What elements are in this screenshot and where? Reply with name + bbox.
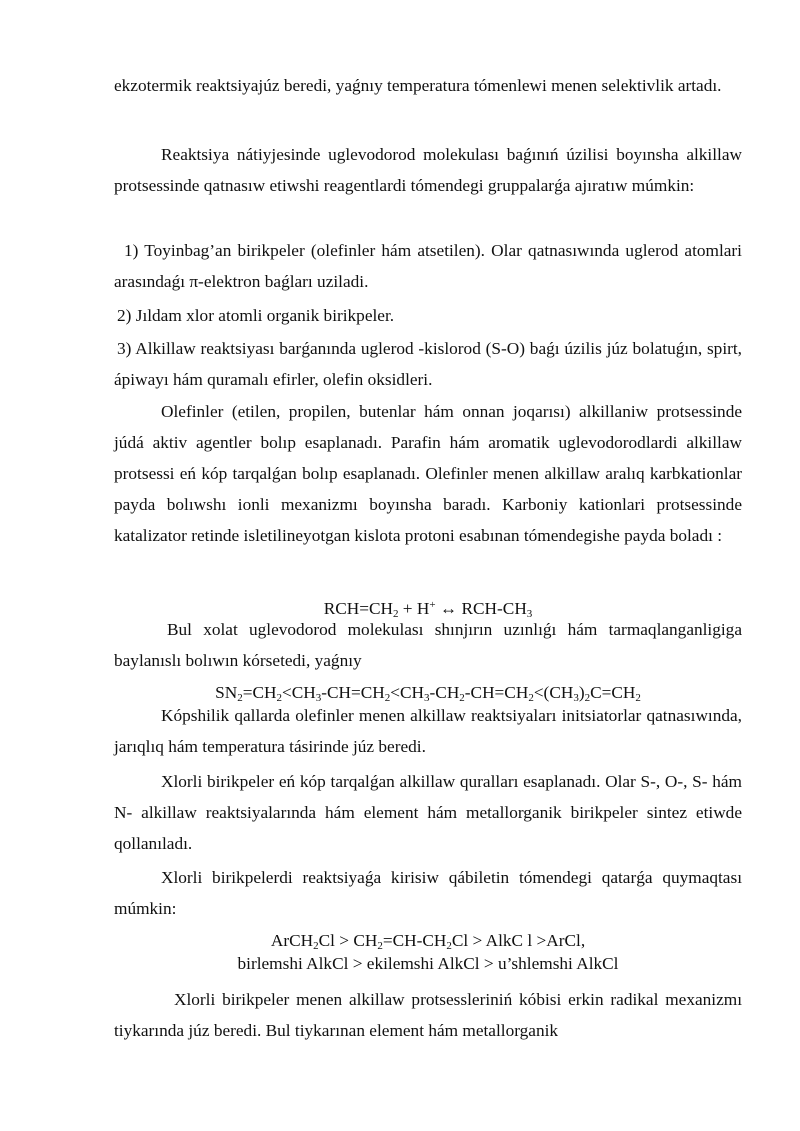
formula-olefin-series: $SN_2=CH_2<CH_3-CH=CH_2<CH_3-CH_2-CH=CH_2<(CH_3)_2C=CH_2$ — [215, 683, 641, 704]
paragraph-3: 1) Toyinbag’an birikpeler (olefinler hám atsetilen). Olar qatnasıwında uglerod atomlari arasındaǵı π-elektron baǵları uziladi. — [114, 241, 742, 291]
formula-protonation: $RCH=CH_2 + H^+$ ↔ RCH-$CH_3$ — [323, 599, 533, 620]
formula-reactivity-series: ArCH$_2$Cl > $CH_2=CH-CH_2Cl$ > AlkC l >ArCl, — [270, 931, 586, 952]
paragraph-4: 2) Jıldam xlor atomli organik birikpeler. — [117, 306, 395, 325]
formula-alkyl-chloride-series: birlemshi AlkCl > ekilemshi AlkCl > u’shlemshi AlkCl — [237, 954, 619, 973]
paragraph-7: Bul xolat uglevodorod molekulası shınjırın uzınlıǵı hám tarmaqlanganligiga baylanıslı bolıwın kórsetedi, yaǵnıy — [114, 620, 742, 670]
paragraph-11: Xlorli birikpeler menen alkillaw protsessleriniń kóbisi erkin radikal mexanizmı tiykarında júz beredi. Bul tiykarınan element hám metallorganik — [114, 990, 742, 1040]
paragraph-9: Xlorli birikpeler eń kóp tarqalǵan alkillaw quralları esaplanadı. Olar S-, O-, S- hám N- alkillaw reaktsiyalarında hám element hám metallorganik birikpeler sintez etiwde qollanıladı. — [114, 772, 742, 853]
paragraph-10: Xlorli birikpelerdi reaktsiyaǵa kirisiw qábiletin tómendegi qatarǵa quymaqtası múmkin: — [114, 868, 742, 918]
paragraph-6: Olefinler (etilen, propilen, butenlar hám onnan joqarısı) alkillaniw protsessinde júdá aktiv agentler bolıp esaplanadı. Parafin hám aromatik uglevodorodlardi alkillaw protsessi eń kóp tarqalǵan bolıp esaplanadı. Olefinler menen alkillaw aralıq karbkationlar payda bolıwshı ionli mexanizmı boyınsha baradı. Karboniy kationlari protsessinde katalizator retinde isletilineyotgan kislota protoni esabınan tómendegishe payda boladı : — [114, 402, 742, 545]
paragraph-8: Kópshilik qallarda olefinler menen alkillaw reaktsiyaları initsiatorlar qatnasıwında, jarıqlıq hám temperatura tásirinde júz beredi. — [114, 706, 742, 756]
paragraph-2: Reaktsiya nátiyjesinde uglevodorod molekulası baǵınıń úzilisi boyınsha alkillaw protsessinde qatnasıw etiwshi reagentlardi tómendegi gruppalarǵa ajıratıw múmkin: — [114, 145, 742, 195]
paragraph-1: ekzotermik reaktsiyajúz beredi, yaǵnıy temperatura tómenlewi menen selektivlik artadı. — [114, 76, 722, 95]
paragraph-5: 3) Alkillaw reaktsiyası barǵanında uglerod -kislorod (S-O) baǵı úzilis júz bolatuǵın, spirt, ápiwayı hám quramalı efirler, olefin oksidleri. — [114, 339, 742, 389]
